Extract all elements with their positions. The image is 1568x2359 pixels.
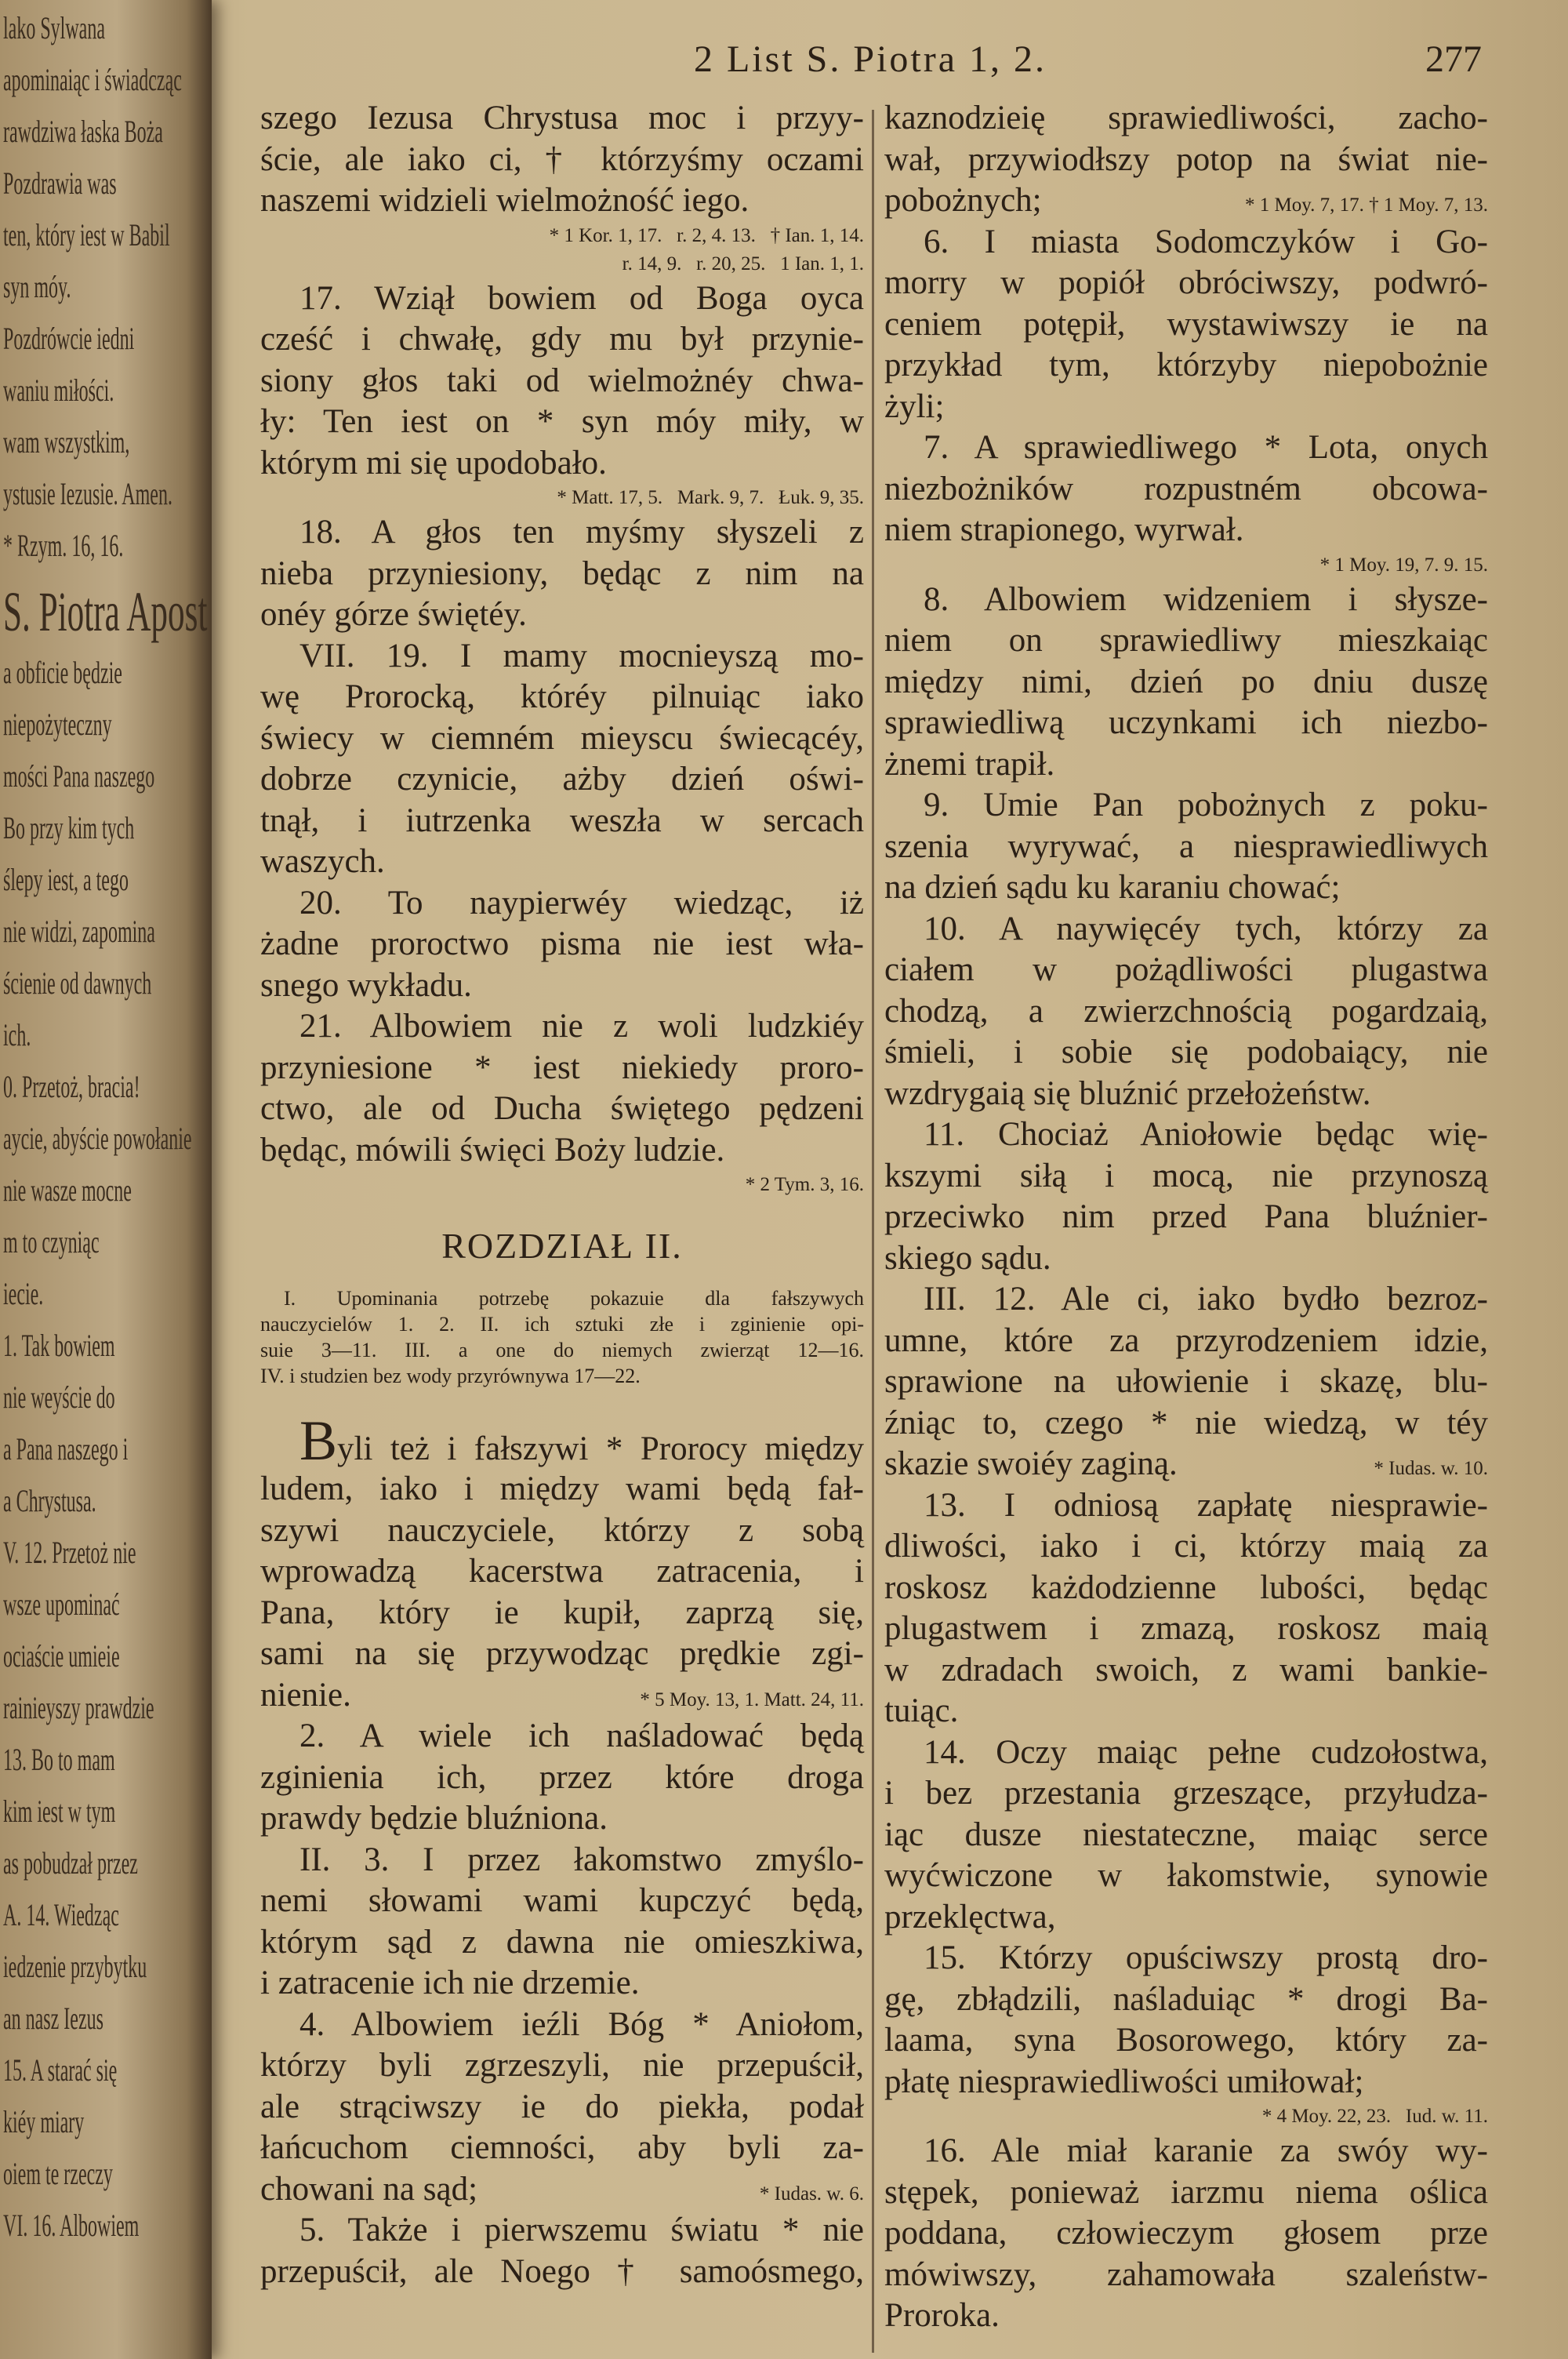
text-line: morry w popiół obróciwszy, podwró-	[884, 264, 1488, 301]
line-text: yli też i fałszywi * Prorocy między	[337, 1430, 864, 1467]
text-line: którzy byli zgrzeszyli, nie przepuścił,	[260, 2047, 864, 2084]
facing-page-fragment: as pobudzał przez	[3, 1845, 138, 1881]
text-line: Proroka.	[884, 2297, 1000, 2334]
text-line: wę Prorocką, któréy pilnuiąc iako	[260, 678, 864, 715]
text-line: 17. Wziął bowiem od Boga oyca	[299, 279, 864, 317]
text-line: 15. Którzy opuściwszy prostą dro-	[924, 1939, 1488, 1976]
text-line: śmieli, i sobie się podobaiący, nie	[884, 1034, 1488, 1070]
text-line: ludem, iako i między wami będą fał-	[260, 1470, 864, 1507]
facing-page-fragment: 0. Przetoż, bracia!	[3, 1069, 140, 1104]
facing-page-fragment: wsze upominać	[3, 1587, 120, 1622]
footnote-reference: * Iudas. w. 10.	[1374, 1458, 1488, 1479]
facing-page-fragment: wam wszystkim,	[3, 424, 130, 460]
text-line: którym sąd z dawna nie omieszkiwa,	[260, 1923, 864, 1961]
text-line: 20. To naypierwéy wiedząc, iż	[299, 884, 864, 921]
text-line: wyćwiczone w łakomstwie, synowie	[884, 1857, 1488, 1894]
text-line: ły: Ten iest on * syn móy miły, w	[260, 403, 864, 440]
facing-page-fragment: m to czyniąc	[3, 1224, 100, 1259]
facing-page-fragment: rawdziwa łaska Boża	[3, 114, 163, 149]
line-text: nienie.	[260, 1676, 351, 1714]
text-line: 10. A naywięcéy tych, którzy za	[924, 910, 1488, 947]
text-line: dobrze czynicie, ażby dzień oświ-	[260, 761, 864, 798]
footnote-reference: * 1 Kor. 1, 17. r. 2, 4. 13. † Ian. 1, 14.	[549, 224, 864, 246]
facing-page-fragment: 1. Tak bowiem	[3, 1328, 115, 1363]
chapter-summary-line: IV. i studzien bez wody przyrównywa 17—22.	[260, 1365, 641, 1387]
facing-page-fragment: a obficie będzie	[3, 655, 122, 690]
facing-page-fragment: kiéy miary	[3, 2104, 85, 2139]
facing-page-fragment: ścienie od dawnych	[3, 965, 152, 1001]
text-line-with-note	[260, 1675, 864, 1717]
text-line: plugastwem i zmazą, roskosz maią	[884, 1610, 1488, 1647]
chapter-summary-line: suie 3—11. III. a one do niemych zwierząt 12—16.	[260, 1339, 864, 1361]
text-line: nieba przyniesiony, będąc z nim na	[260, 554, 864, 592]
facing-page-fragment: VI. 16. Albowiem	[3, 2208, 140, 2243]
line-text: chowani na sąd;	[260, 2170, 478, 2208]
chapter-summary-line: I. Upominania potrzebę pokazuie dla fałszywych	[284, 1287, 864, 1310]
text-line: chodzą, a zwierzchnością pogardzaią,	[884, 992, 1488, 1030]
facing-page-fragment: S. Piotra Apost	[3, 580, 208, 643]
text-line: wzdrygaią się bluźnić przełożeństw.	[884, 1074, 1371, 1112]
facing-page-fragment: kim iest w tym	[3, 1794, 116, 1829]
facing-page-fragment: a Pana naszego i	[3, 1431, 129, 1467]
left-column	[260, 98, 864, 2292]
text-line: szego Iezusa Chrystusa moc i przyy-	[260, 100, 864, 136]
footnote-reference: * 1 Moy. 7, 17. † 1 Moy. 7, 13.	[1245, 194, 1488, 216]
text-line: łańcuchom ciemności, aby byli za-	[260, 2129, 864, 2166]
facing-page-fragment: nie widzi, zapomina	[3, 914, 155, 949]
text-line: onéy górze świętéy.	[260, 596, 527, 633]
facing-page-fragment: apominaiąc i świadcząc	[3, 62, 182, 97]
text-line: przeklęctwa,	[884, 1898, 1056, 1936]
facing-page-fragment: waniu miłości.	[3, 373, 114, 408]
chapter-heading: ROZDZIAŁ II.	[441, 1226, 683, 1266]
text-line: przyniesione * iest niekiedy proro-	[260, 1049, 864, 1086]
text-line: skiego sądu.	[884, 1239, 1051, 1277]
chapter-summary-line: nauczycielów 1. 2. II. ich sztuki złe i zginienie opi-	[260, 1313, 864, 1336]
facing-page-fragment: a Chrystusa.	[3, 1483, 96, 1518]
line-text: skazie swoiéy zaginą.	[884, 1445, 1178, 1482]
footnote-reference: * 2 Tym. 3, 16.	[745, 1174, 864, 1195]
right-column	[884, 98, 1488, 2337]
text-line: zginienia ich, przez które droga	[260, 1758, 864, 1796]
text-line: którym mi się upodobało.	[260, 444, 607, 482]
text-line: iąc dusze niestateczne, maiąc serce	[884, 1816, 1488, 1853]
facing-page-fragment: Pozdrawia was	[3, 165, 117, 201]
text-line: 8. Albowiem widzeniem i słysze-	[924, 580, 1488, 618]
text-line: będąc, mówili święci Boży ludzie.	[260, 1131, 725, 1169]
text-line: prawdy będzie bluźniona.	[260, 1800, 608, 1837]
text-line: 2. A wiele ich naśladować będą	[299, 1717, 864, 1754]
text-line: niezbożników rozpustném obcowa-	[884, 470, 1488, 507]
text-line: II. 3. I przez łakomstwo zmyślo-	[299, 1841, 864, 1878]
text-line: ście, ale iako ci, † którzyśmy oczami	[260, 140, 864, 178]
text-line: laama, syna Bosorowego, który za-	[884, 2022, 1488, 2059]
facing-page-fragment: Bo przy kim tych	[3, 810, 135, 845]
facing-page-fragment: rainieyszy prawdzie	[3, 1690, 154, 1725]
text-line: poddana, człowieczym głosem prze	[884, 2215, 1488, 2252]
text-line: VII. 19. I mamy mocnieyszą mo-	[299, 637, 864, 674]
text-line: 18. A głos ten myśmy słyszeli z	[299, 514, 864, 551]
text-line: 7. A sprawiedliwego * Lota, onych	[924, 429, 1488, 466]
text-line: szywi nauczyciele, którzy z sobą	[260, 1511, 864, 1549]
text-line: 14. Oczy maiąc pełne cudzołostwa,	[924, 1733, 1488, 1771]
facing-page-edge	[0, 0, 212, 2359]
text-line: źniąc to, czego * nie wiedzą, w téy	[884, 1404, 1488, 1441]
text-line: roskosz każdodzienne lubości, będąc	[884, 1568, 1488, 1606]
footnote-reference: * 5 Moy. 13, 1. Matt. 24, 11.	[640, 1688, 864, 1710]
page-number: 277	[1425, 38, 1482, 80]
text-line: nemi słowami wami kupczyć będą,	[260, 1882, 864, 1919]
facing-page-fragment: ich.	[3, 1017, 31, 1052]
running-title: 2 List S. Piotra 1, 2.	[693, 38, 1047, 80]
footnote-reference: * 4 Moy. 22, 23. Iud. w. 11.	[1261, 2106, 1488, 2127]
facing-page-fragment: ociaście umieie	[3, 1638, 120, 1674]
text-line: tnął, i iutrzenka weszła w sercach	[260, 801, 864, 839]
text-line: sprawiedliwą uczynkami ich niezbo-	[884, 704, 1488, 741]
facing-page-fragment: 15. A starać się	[3, 2052, 118, 2088]
facing-page-fragment: niepożyteczny	[3, 707, 112, 742]
text-line: 5. Także i pierwszemu światu * nie	[299, 2212, 864, 2248]
text-line: żyli;	[884, 387, 945, 425]
text-line: przepuścił, ale Noego † samoósmego,	[260, 2252, 864, 2290]
text-line: stępek, ponieważ iarzmu niema oślica	[884, 2173, 1488, 2211]
text-line: i bez przestania grzeszące, przyłudza-	[884, 1775, 1488, 1812]
text-line: i zatracenie ich nie drzemie.	[260, 1965, 640, 2001]
text-line: sami na się przywodząc prędkie zgi-	[260, 1635, 864, 1672]
text-line: niem strapionego, wyrwał.	[884, 511, 1244, 548]
footnote-reference: * 1 Moy. 19, 7. 9. 15.	[1319, 554, 1488, 576]
facing-page-fragment: A. 14. Wiedząc	[3, 1897, 119, 1932]
text-line: mówiwszy, zahamowała szaleństw-	[884, 2255, 1488, 2293]
facing-page-fragment: iecie.	[3, 1276, 44, 1311]
text-line: żnemi trapił.	[884, 745, 1055, 783]
text-line: niem on sprawiedliwy mieszkaiąc	[884, 622, 1488, 659]
text-line: kszymi siłą i mocą, nie przynoszą	[884, 1157, 1488, 1194]
text-line: szenia wyrywać, a niesprawiedliwych	[884, 827, 1488, 865]
text-line: wprowadzą kacerstwa zatracenia, i	[260, 1553, 864, 1590]
facing-page-fragment: oiem te rzeczy	[3, 2156, 113, 2191]
text-line: 9. Umie Pan pobożnych z poku-	[924, 787, 1488, 823]
text-line: Pana, który ie kupił, zaprzą się,	[260, 1594, 864, 1631]
facing-page-fragment: ten, który iest w Babil	[3, 217, 170, 253]
footnote-reference: * Matt. 17, 5. Mark. 9, 7. Łuk. 9, 35.	[557, 487, 864, 508]
text-line: ciałem w pożądliwości plugastwa	[884, 951, 1488, 988]
footnote-reference: r. 14, 9. r. 20, 25. 1 Ian. 1, 1.	[622, 253, 864, 274]
facing-page-fragment: lako Sylwana	[3, 10, 105, 45]
facing-page-fragment: nie wasze mocne	[3, 1172, 132, 1208]
facing-page-fragment: * Rzym. 16, 16.	[3, 528, 124, 563]
footnote-reference: * Iudas. w. 6.	[759, 2183, 864, 2205]
text-line: siony głos taki od wielmożnéy chwa-	[260, 362, 864, 399]
text-line: dliwości, iako i ci, którzy maią za	[884, 1528, 1488, 1565]
column-divider	[872, 110, 874, 2353]
text-line: przykład tym, którzyby niepobożnie	[884, 347, 1488, 383]
text-line: ceniem potępił, wystawiwszy ie na	[884, 305, 1488, 343]
text-line: płatę niesprawiedliwości umiłował;	[884, 2063, 1364, 2100]
text-line: naszemi widzieli wielmożność iego.	[260, 182, 750, 219]
text-line: umne, które za przyrodzeniem idzie,	[884, 1321, 1488, 1359]
text-line: przeciwko nim przed Pana bluźnier-	[884, 1198, 1488, 1235]
text-line: III. 12. Ale ci, iako bydło bezroz-	[924, 1281, 1488, 1318]
facing-page-fragment: nie weyście do	[3, 1379, 115, 1415]
text-line: cześć i chwałę, gdy mu był przynie-	[260, 321, 864, 358]
text-line: w zdradach swoich, z wami bankie-	[884, 1651, 1488, 1688]
text-line: snego wykładu.	[260, 966, 472, 1004]
text-line-with-note	[260, 2169, 864, 2211]
facing-page-fragment: aycie, abyście powołanie	[3, 1121, 192, 1156]
facing-page-fragment: iedzenie przybytku	[3, 1949, 147, 1984]
text-line: wał, przywiodłszy potop na świat nie-	[884, 140, 1488, 178]
text-line: 6. I miasta Sodomczyków i Go-	[924, 223, 1488, 260]
text-line: gę, zbłądzili, naśladuiąc * drogi Ba-	[884, 1980, 1488, 2018]
facing-page-fragment: Pozdrówcie iedni	[3, 321, 135, 356]
page-header	[259, 38, 1482, 93]
text-line: 4. Albowiem ieźli Bóg * Aniołom,	[299, 2005, 864, 2043]
facing-page-fragment: 13. Bo to mam	[3, 1742, 115, 1777]
text-line-with-note	[884, 1444, 1488, 1485]
text-line: 21. Albowiem nie z woli ludzkiéy	[299, 1008, 864, 1045]
text-line: 16. Ale miał karanie za swóy wy-	[924, 2132, 1488, 2169]
text-line-drop-cap	[260, 1409, 864, 1472]
text-line: tuiąc.	[884, 1692, 959, 1729]
facing-page-fragment: syn móy.	[3, 269, 71, 304]
text-line: waszych.	[260, 843, 385, 880]
facing-page-fragment: ślepy iest, a tego	[3, 862, 129, 897]
text-line: na dzień sądu ku karaniu chować;	[884, 869, 1341, 906]
text-line: ctwo, ale od Ducha świętego pędzeni	[260, 1090, 864, 1127]
text-line: ale strąciwszy ie do piekła, podał	[260, 2088, 864, 2125]
text-line: kaznodzieię sprawiedliwości, zacho-	[884, 100, 1488, 136]
text-line-with-note	[884, 180, 1488, 222]
facing-page-fragment: an nasz Iezus	[3, 2001, 103, 2036]
drop-cap: B	[299, 1409, 338, 1472]
text-line: 11. Chociaż Aniołowie będąc wię-	[924, 1116, 1488, 1153]
text-line: żadne proroctwo pisma nie iest wła-	[260, 925, 864, 962]
facing-page-fragment: mości Pana naszego	[3, 758, 155, 794]
facing-page-fragment: ystusie Iezusie. Amen.	[3, 476, 172, 511]
line-text: pobożnych;	[884, 182, 1042, 219]
text-line: 13. I odniosą zapłatę niesprawie-	[924, 1486, 1488, 1524]
text-line: sprawione na ułowienie i skazę, blu-	[884, 1363, 1488, 1400]
text-line: świecy w ciemném mieyscu świecącéy,	[260, 719, 864, 757]
text-line: między nimi, dzień po dniu duszę	[884, 663, 1488, 700]
facing-page-fragment: V. 12. Przetoż nie	[3, 1535, 136, 1570]
